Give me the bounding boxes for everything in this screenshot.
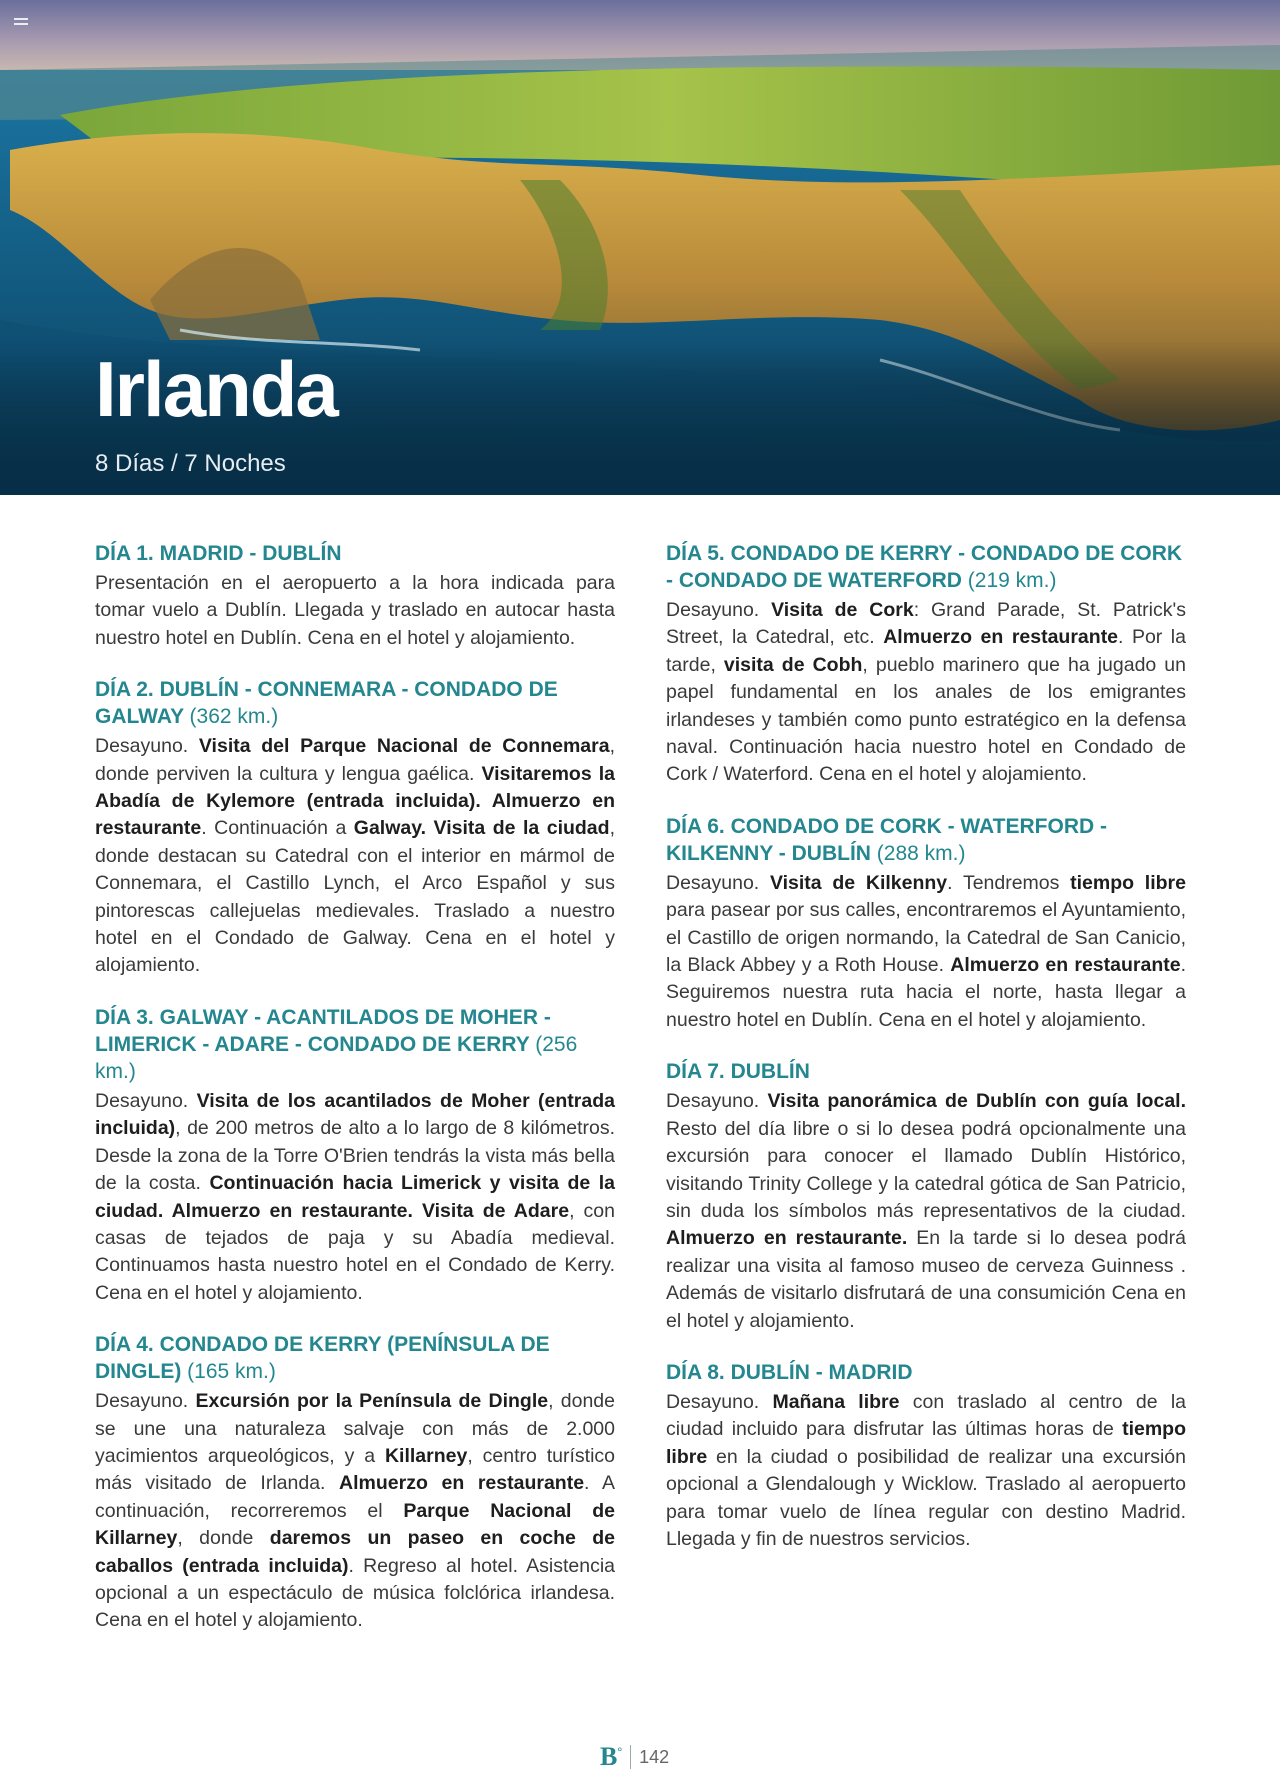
day-3	[95, 1004, 615, 1307]
day-distance: (362 km.)	[189, 705, 279, 729]
day-1	[95, 540, 615, 652]
body-text: . Continuación a	[201, 817, 354, 840]
day-heading	[95, 1331, 615, 1385]
day-title: DÍA 6. CONDADO DE CORK - WATERFORD - KILKENNY - DUBLÍN	[666, 814, 1107, 865]
day-title: DÍA 2. DUBLÍN - CONNEMARA - CONDADO DE GALWAY	[95, 678, 558, 729]
page-title: Irlanda	[95, 345, 337, 433]
day-distance: (256 km.)	[95, 1032, 578, 1083]
body-text: con traslado al centro de la ciudad incluido para disfrutar las últimas horas de	[666, 1390, 1186, 1441]
day-6	[666, 813, 1186, 1034]
body-text: , pueblo marinero que ha jugado un papel fundamental en los anales de los emigrantes irlandeses y también como punto estratégico en la defensa naval. Continuación hacia nuestro hotel en Condado de Cork / Waterford. Cena en el hotel y alojamiento.	[666, 653, 1186, 786]
day-heading	[95, 1004, 615, 1085]
body-text: , donde se une una naturaleza salvaje con más de 2.000 yacimientos arqueológicos, y a	[95, 1390, 615, 1467]
day-heading	[666, 540, 1186, 594]
day-description	[666, 597, 1186, 789]
footer-divider	[630, 1745, 631, 1769]
highlight-text: Excursión por la Península de Dingle	[195, 1390, 549, 1413]
itinerary-column-right	[666, 540, 1186, 1577]
body-text: , centro turístico más visitado de Irlanda.	[95, 1444, 616, 1495]
highlight-text: Mañana libre	[772, 1390, 900, 1413]
highlight-text: Visita del Parque Nacional de Connemara	[198, 735, 610, 758]
day-heading	[666, 1058, 1186, 1085]
highlight-text: Killarney	[384, 1444, 468, 1467]
body-text: , de 200 metros de alto a lo largo de 8 kilómetros. Desde la zona de la Torre O'Brien tendrás la vista más bella de la costa.	[95, 1117, 615, 1195]
day-title: DÍA 4. CONDADO DE KERRY (PENÍNSULA DE DINGLE)	[95, 1333, 550, 1384]
body-text: Desayuno.	[666, 1090, 768, 1113]
highlight-text: tiempo libre	[1070, 871, 1186, 894]
itinerary-column-left	[95, 540, 615, 1659]
day-description	[95, 1388, 615, 1635]
body-text: . Por la tarde,	[666, 626, 1186, 676]
day-description	[666, 1389, 1186, 1553]
day-title: DÍA 7. DUBLÍN	[666, 1060, 810, 1084]
day-8	[666, 1359, 1186, 1553]
day-title: DÍA 3. GALWAY - ACANTILADOS DE MOHER - LIMERICK - ADARE - CONDADO DE KERRY	[95, 1005, 551, 1056]
day-description	[95, 1088, 615, 1307]
day-title: DÍA 1. MADRID - DUBLÍN	[95, 542, 342, 565]
body-text: Desayuno.	[95, 735, 199, 758]
body-text: . A continuación, recorreremos el	[95, 1472, 615, 1522]
highlight-text: Continuación hacia Limerick y visita de la ciudad. Almuerzo en restaurante. Visita de Adare	[95, 1172, 615, 1222]
highlight-text: visita de Cobh	[723, 653, 863, 676]
highlight-text: Almuerzo en restaurante	[339, 1472, 585, 1495]
body-text: En la tarde si lo desea podrá realizar una visita al famoso museo de cerveza Guinness . Además de visitarlo disfrutará de una consumición Cena en el hotel y alojamiento.	[666, 1227, 1186, 1332]
day-distance: (165 km.)	[187, 1360, 276, 1384]
brand-logo: B°	[600, 1742, 623, 1771]
highlight-text: Visitaremos la Abadía de Kylemore (entrada incluida). Almuerzo en restaurante	[95, 762, 615, 840]
hero-banner	[0, 0, 1280, 495]
body-text: , con casas de tejados de paja y su Abadía medieval. Continuamos hasta nuestro hotel en el Condado de Kerry. Cena en el hotel y alojamiento.	[95, 1199, 615, 1304]
highlight-text: Visita panorámica de Dublín con guía local.	[767, 1090, 1186, 1113]
body-text: Desayuno.	[95, 1390, 196, 1413]
page-footer	[600, 1742, 669, 1772]
body-text: . Tendremos	[947, 871, 1071, 894]
highlight-text: Visita de Cork	[771, 599, 914, 621]
body-text: Desayuno.	[666, 871, 770, 894]
body-text: Desayuno.	[95, 1089, 197, 1112]
day-2	[95, 676, 615, 980]
day-distance: (219 km.)	[967, 569, 1057, 592]
day-heading	[666, 1359, 1186, 1386]
body-text: Desayuno.	[666, 599, 772, 621]
body-text: en la ciudad o posibilidad de realizar una excursión opcional a Glendalough y Wicklow. Traslado al aeropuerto para tomar vuelo de línea regular con destino Madrid. Llegada y fin de nuestros servicios.	[666, 1445, 1186, 1550]
day-title: DÍA 8. DUBLÍN - MADRID	[666, 1360, 913, 1384]
body-text: , donde destacan su Catedral con el interior en mármol de Connemara, el Castillo Lynch, el Arco Español y sus pintorescas callejuelas medievales. Traslado a nuestro hotel en el Condado de Galway. Cena en el hotel y alojamiento.	[95, 817, 615, 977]
day-heading	[95, 676, 615, 730]
page-number: 142	[639, 1746, 670, 1767]
day-description	[95, 733, 615, 980]
body-text: , donde	[177, 1527, 270, 1550]
highlight-text: daremos un paseo en coche de caballos (entrada incluida)	[95, 1527, 615, 1577]
body-text: Presentación en el aeropuerto a la hora indicada para tomar vuelo a Dublín. Llegada y traslado en autocar hasta nuestro hotel en Dublín. Cena en el hotel y alojamiento.	[95, 572, 615, 649]
body-text: : Grand Parade, St. Patrick's Street, la Catedral, etc.	[666, 599, 1186, 649]
menu-icon[interactable]	[14, 14, 28, 28]
day-description	[666, 870, 1186, 1034]
body-text: Resto del día libre o si lo desea podrá opcionalmente una excursión para conocer el llamado Dublín Histórico, visitando Trinity College y la catedral gótica de San Patricio, sin duda los símbolos más representativos de la ciudad.	[666, 1117, 1186, 1222]
highlight-text: Almuerzo en restaurante	[883, 626, 1119, 649]
body-text: para pasear por sus calles, encontraremos el Ayuntamiento, el Castillo de origen normando, la Catedral de San Canicio, la Black Abbey y a Roth House.	[666, 899, 1186, 977]
day-heading	[666, 813, 1186, 867]
highlight-text: tiempo libre	[666, 1418, 1186, 1468]
day-7	[666, 1058, 1186, 1335]
day-title: DÍA 5. CONDADO DE KERRY - CONDADO DE CORK - CONDADO DE WATERFORD	[666, 542, 1183, 592]
highlight-text: Almuerzo en restaurante	[950, 954, 1181, 977]
highlight-text: Visita de los acantilados de Moher (entrada incluida)	[95, 1089, 615, 1140]
highlight-text: Parque Nacional de Killarney	[95, 1499, 615, 1550]
day-description	[95, 570, 615, 652]
highlight-text: Almuerzo en restaurante.	[666, 1227, 908, 1250]
body-text: , donde perviven la cultura y lengua gaélica.	[95, 735, 615, 785]
day-distance: (288 km.)	[876, 841, 966, 865]
highlight-text: Visita de Kilkenny	[769, 871, 948, 894]
body-text: . Regreso al hotel. Asistencia opcional a un espectáculo de música folclórica irlandesa. Cena en el hotel y alojamiento.	[95, 1554, 615, 1632]
day-heading	[95, 540, 615, 567]
body-text: . Seguiremos nuestra ruta hacia el norte, hasta llegar a nuestro hotel en Dublín. Cena en el hotel y alojamiento.	[666, 954, 1186, 1031]
day-5	[666, 540, 1186, 789]
body-text: Desayuno.	[666, 1390, 773, 1413]
highlight-text: Galway. Visita de la ciudad	[353, 817, 610, 840]
page-subtitle: 8 Días / 7 Noches	[95, 450, 286, 477]
day-description	[666, 1088, 1186, 1335]
day-4	[95, 1331, 615, 1635]
